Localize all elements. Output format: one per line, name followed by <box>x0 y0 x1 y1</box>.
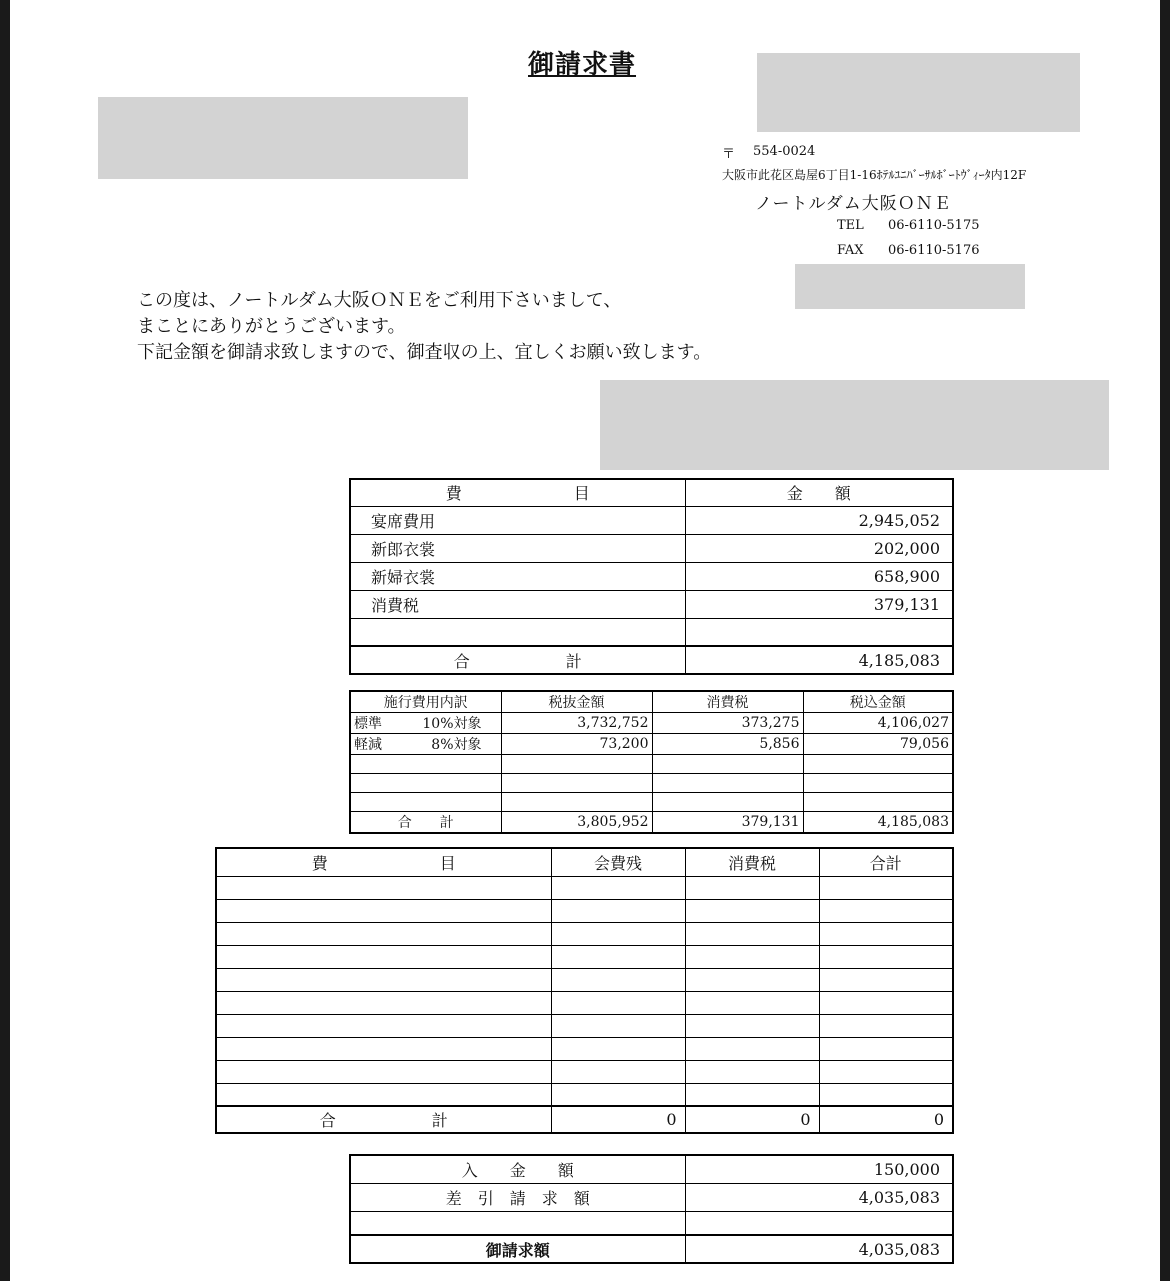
total-amount: 4,185,083 <box>685 646 953 674</box>
table-row <box>350 793 953 812</box>
table-row <box>216 945 953 968</box>
sender-address: 大阪市此花区島屋6丁目1-16ﾎﾃﾙﾕﾆﾊﾞｰｻﾙﾎﾞｰﾄｳﾞｨｰﾀ内12F <box>722 168 1027 182</box>
header-tax: 消費税 <box>685 848 819 876</box>
table-row <box>216 1037 953 1060</box>
row-item: 消費税 <box>350 590 685 618</box>
greeting-line: 下記金額を御請求致しますので、御査収の上、宜しくお願い致します。 <box>137 342 712 363</box>
total-label: 合 計 <box>350 812 501 834</box>
table-header <box>350 691 953 713</box>
row-item: 新郎衣裳 <box>350 534 685 562</box>
total-tax: 379,131 <box>652 812 803 834</box>
membership-fee-table <box>215 847 954 1134</box>
table-row <box>216 1083 953 1106</box>
category-name: 標準 <box>354 716 382 732</box>
row-amount <box>685 618 953 646</box>
greeting-line: まことにありがとうございます。 <box>137 316 406 337</box>
table-row <box>216 899 953 922</box>
table-row <box>350 618 953 646</box>
table-row <box>216 1060 953 1083</box>
table-row <box>216 876 953 899</box>
row-category <box>350 713 501 734</box>
row-incl: 4,106,027 <box>803 713 953 734</box>
header-tax: 消費税 <box>652 691 803 713</box>
category-target: 10%対象 <box>422 716 482 732</box>
balance-amount: 4,035,083 <box>685 1183 953 1211</box>
sender-company: ノートルダム大阪ＯＮＥ <box>755 194 952 214</box>
header-item: 費 目 <box>350 479 685 506</box>
header-breakdown: 施行費用内訳 <box>350 691 501 713</box>
category-target: 8%対象 <box>431 737 482 753</box>
greeting <box>137 288 711 366</box>
row-amount: 658,900 <box>685 562 953 590</box>
tel-number: 06-6110-5175 <box>888 218 980 233</box>
row-excl: 73,200 <box>501 734 652 755</box>
table-row <box>350 562 953 590</box>
total-excl: 3,805,952 <box>501 812 652 834</box>
table-row <box>216 968 953 991</box>
billed-amount: 4,035,083 <box>685 1235 953 1263</box>
billed-label: 御請求額 <box>350 1235 685 1263</box>
row-amount: 202,000 <box>685 534 953 562</box>
total-row <box>216 1106 953 1133</box>
redacted-logo <box>757 53 1080 132</box>
invoice-page <box>10 0 1160 1281</box>
billing-table <box>349 1154 954 1264</box>
row-tax: 5,856 <box>652 734 803 755</box>
total-tax: 0 <box>685 1106 819 1133</box>
fax-number: 06-6110-5176 <box>888 243 980 258</box>
row-incl: 79,056 <box>803 734 953 755</box>
row-tax: 373,275 <box>652 713 803 734</box>
total-row <box>350 812 953 834</box>
header-excl: 税抜金額 <box>501 691 652 713</box>
tax-breakdown-table <box>349 690 954 834</box>
table-row <box>216 922 953 945</box>
total-sum: 0 <box>819 1106 953 1133</box>
header-sum: 合計 <box>819 848 953 876</box>
total-label: 合 計 <box>216 1106 551 1133</box>
redacted-recipient <box>98 97 468 179</box>
received-label: 入 金 額 <box>350 1155 685 1183</box>
redacted-stamp <box>795 264 1025 309</box>
tel-label: TEL <box>837 218 864 233</box>
row-amount: 379,131 <box>685 590 953 618</box>
total-incl: 4,185,083 <box>803 812 953 834</box>
summary-table <box>349 478 954 675</box>
category-name: 軽減 <box>354 737 382 753</box>
page-title: 御請求書 <box>528 50 637 80</box>
fax-label: FAX <box>837 243 864 258</box>
received-row <box>350 1155 953 1183</box>
table-row <box>350 713 953 734</box>
billed-row <box>350 1235 953 1263</box>
table-row <box>350 506 953 534</box>
header-incl: 税込金額 <box>803 691 953 713</box>
received-amount: 150,000 <box>685 1155 953 1183</box>
header-amount: 金 額 <box>685 479 953 506</box>
balance-label: 差 引 請 求 額 <box>350 1183 685 1211</box>
table-row <box>350 774 953 793</box>
table-row <box>216 991 953 1014</box>
table-row <box>350 534 953 562</box>
redacted-bank-info <box>600 380 1109 470</box>
table-row <box>350 755 953 774</box>
total-remaining: 0 <box>551 1106 685 1133</box>
table-header <box>350 479 953 506</box>
row-amount: 2,945,052 <box>685 506 953 534</box>
header-item: 費 目 <box>216 848 551 876</box>
total-label: 合 計 <box>350 646 685 674</box>
balance-row <box>350 1183 953 1211</box>
table-row <box>350 1211 953 1235</box>
row-item: 新婦衣裳 <box>350 562 685 590</box>
postal-mark: 〒 <box>722 147 736 162</box>
table-row <box>350 734 953 755</box>
table-header <box>216 848 953 876</box>
row-category <box>350 734 501 755</box>
row-excl: 3,732,752 <box>501 713 652 734</box>
greeting-line: この度は、ノートルダム大阪ＯＮＥをご利用下さいまして、 <box>137 290 622 311</box>
postal-code: 554-0024 <box>753 144 816 159</box>
row-item: 宴席費用 <box>350 506 685 534</box>
row-item <box>350 618 685 646</box>
table-row <box>350 590 953 618</box>
total-row <box>350 646 953 674</box>
table-row <box>216 1014 953 1037</box>
header-remaining: 会費残 <box>551 848 685 876</box>
